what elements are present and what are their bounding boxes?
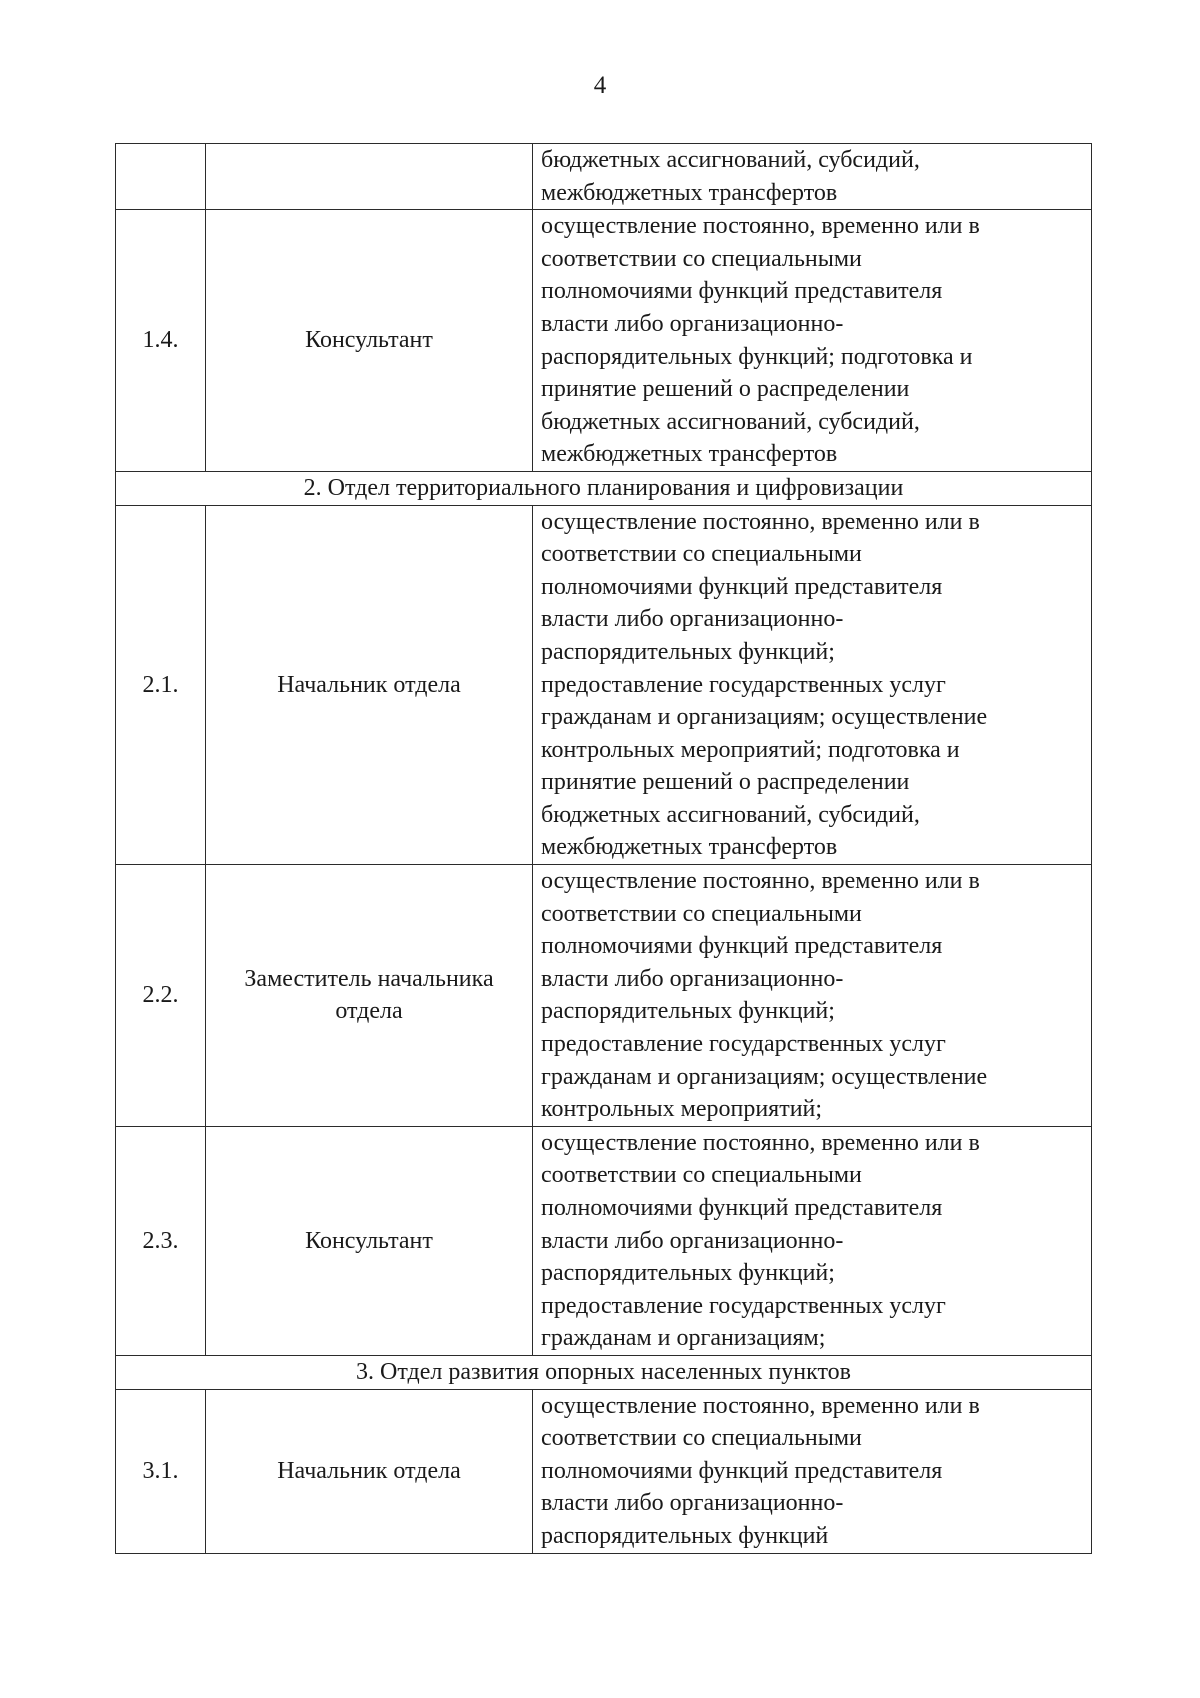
function-line: распорядительных функций; подготовка и (541, 343, 973, 370)
function-line: предоставление государственных услуг (541, 671, 946, 698)
section-title: 3. Отдел развития опорных населенных пунктов (116, 1355, 1092, 1389)
position-title (206, 144, 533, 210)
function-line: власти либо организационно- (541, 606, 844, 633)
function-description (533, 1126, 1092, 1355)
position-title (206, 865, 533, 1127)
function-line: межбюджетных трансфертов (541, 441, 838, 468)
position-title (206, 1389, 533, 1553)
function-line: полномочиями функций представителя (541, 1457, 943, 1484)
position-title (206, 505, 533, 865)
function-line: соответствии со специальными (541, 541, 862, 568)
function-line: осуществление постоянно, временно или в (541, 868, 980, 895)
function-line: распорядительных функций; (541, 638, 835, 665)
section-title: 2. Отдел территориального планирования и цифровизации (116, 471, 1092, 505)
position-line: Заместитель начальника (244, 965, 494, 992)
section-row (116, 471, 1092, 505)
function-line: предоставление государственных услуг (541, 1292, 946, 1319)
function-line: осуществление постоянно, временно или в (541, 1392, 980, 1419)
function-line: полномочиями функций представителя (541, 573, 943, 600)
function-line: соответствии со специальными (541, 900, 862, 927)
table-row (116, 505, 1092, 865)
positions-table (115, 143, 1092, 1554)
position-line: Начальник отдела (277, 671, 461, 698)
function-line: принятие решений о распределении (541, 769, 910, 796)
function-line: соответствии со специальными (541, 1162, 862, 1189)
function-line: власти либо организационно- (541, 1490, 844, 1517)
function-line: межбюджетных трансфертов (541, 834, 838, 861)
function-description (533, 865, 1092, 1127)
row-number (116, 144, 206, 210)
position-line: отдела (335, 998, 403, 1025)
function-line: распорядительных функций; (541, 998, 835, 1025)
function-line: бюджетных ассигнований, субсидий, (541, 147, 920, 173)
function-line: полномочиями функций представителя (541, 278, 943, 305)
function-line: распорядительных функций; (541, 1260, 835, 1287)
table-row (116, 1389, 1092, 1553)
function-description (533, 1389, 1092, 1553)
function-line: гражданам и организациям; осуществление (541, 1063, 988, 1090)
function-line: власти либо организационно- (541, 1227, 844, 1254)
function-line: предоставление государственных услуг (541, 1031, 946, 1058)
function-line: соответствии со специальными (541, 1425, 862, 1452)
table-row (116, 1126, 1092, 1355)
function-line: полномочиями функций представителя (541, 1195, 943, 1221)
function-line: власти либо организационно- (541, 965, 844, 992)
function-line: бюджетных ассигнований, субсидий, (541, 408, 920, 435)
function-line: контрольных мероприятий; (541, 1096, 823, 1123)
function-description (533, 210, 1092, 472)
function-description (533, 505, 1092, 865)
function-line: полномочиями функций представителя (541, 933, 943, 960)
function-line: распорядительных функций (541, 1522, 829, 1549)
page-number: 4 (593, 72, 607, 99)
position-line: Консультант (305, 1227, 433, 1254)
function-line: осуществление постоянно, временно или в (541, 213, 980, 240)
section-row (116, 1355, 1092, 1389)
position-line: Начальник отдела (277, 1457, 461, 1484)
function-line: гражданам и организациям; осуществление (541, 704, 988, 731)
row-number: 1.4. (116, 210, 206, 472)
function-line: бюджетных ассигнований, субсидий, (541, 801, 920, 828)
table-row (116, 210, 1092, 472)
function-line: контрольных мероприятий; подготовка и (541, 736, 960, 763)
function-line: межбюджетных трансфертов (541, 179, 838, 206)
function-line: власти либо организационно- (541, 310, 844, 337)
row-number: 3.1. (116, 1389, 206, 1553)
row-number: 2.1. (116, 505, 206, 865)
function-line: гражданам и организациям; (541, 1325, 826, 1352)
row-number: 2.3. (116, 1126, 206, 1355)
position-title (206, 210, 533, 472)
function-line: соответствии со специальными (541, 245, 862, 272)
table-row (116, 865, 1092, 1127)
function-line: принятие решений о распределении (541, 376, 910, 403)
row-number: 2.2. (116, 865, 206, 1127)
table-body (116, 144, 1092, 1554)
function-line: осуществление постоянно, временно или в (541, 1129, 980, 1156)
function-line: осуществление постоянно, временно или в (541, 508, 980, 535)
position-line: Консультант (305, 327, 433, 354)
table-row (116, 144, 1092, 210)
position-title (206, 1126, 533, 1355)
function-description (533, 144, 1092, 210)
